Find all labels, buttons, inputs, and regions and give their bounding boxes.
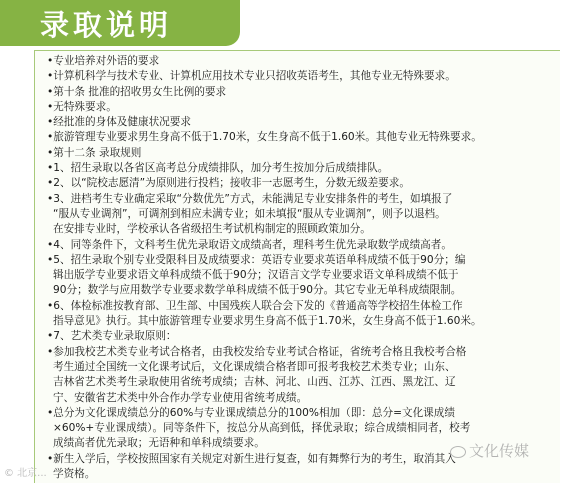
watermark-right	[450, 440, 529, 461]
page-title: 录取说明	[40, 8, 173, 42]
text-line: •无特殊要求。	[47, 100, 117, 113]
text-line: •专业培养对外语的要求	[47, 55, 160, 67]
text-line: •4、同等条件下，文科考生优先录取语文成绩高者，理科考生优先录取数学成绩高者。	[47, 238, 452, 251]
text-line: 辑出版学专业要求语文单科成绩不低于90分；汉语言文学专业要求语文单科成绩不低于	[53, 269, 459, 282]
text-lines	[47, 54, 557, 482]
text-line: •1、招生录取以各省区高考总分成绩排队，加分考生按加分后成绩排队。	[47, 162, 389, 175]
watermark-right-text: 文化传媒	[469, 442, 530, 460]
text-line: •2、以“院校志愿清”为原则进行投档；接收非一志愿考生，分数无级差要求。	[47, 177, 410, 190]
text-line: ×60%+专业课成绩）。同等条件下，按总分从高到低，择优录取；综合成绩相同者，校考	[53, 422, 471, 435]
content-panel	[34, 50, 560, 483]
text-line: 吉林省艺术类考生录取使用省统考成绩；吉林、河北、山西、江苏、江西、黑龙江、辽	[53, 376, 456, 389]
text-line: •经批准的身体及健康状况要求	[47, 116, 191, 129]
text-line: •7、艺术类专业录取原则：	[47, 330, 177, 343]
text-line: •新生入学后，学校按照国家有关规定对新生进行复查，如有舞弊行为的考生，取消其入	[47, 452, 456, 465]
text-line: 在安排专业时，学校承认各省级招生考试机构制定的照顾政策加分。	[53, 223, 371, 236]
text-line: 指导意见》执行。其中旅游管理专业要求男生身高不低于1.70米，女生身高不低于1.60米。	[53, 315, 482, 328]
text-line: 90分；数学与应用数学专业要求数学单科成绩不低于90分。其它专业无单科成绩限制。	[53, 284, 462, 297]
watermark-left: © 北京...	[4, 468, 47, 479]
text-line: •5、招生录取个别专业受限科目及成绩要求：英语专业要求英语单科成绩不低于90分；编	[47, 253, 466, 266]
text-line: •参加我校艺术类专业考试合格者，由我校发给专业考试合格证，省统考合格且我校考合格	[47, 345, 467, 358]
text-line: 学资格。	[53, 468, 96, 481]
text-line: •第十二条 录取规则	[47, 146, 142, 159]
text-line: •旅游管理专业要求男生身高不低于1.70米，女生身高不低于1.60米。其他专业无特殊要求。	[47, 131, 482, 144]
text-line: •3、进档考生专业确定采取“分数优先”方式，未能满足专业安排条件的考生，如填报了	[47, 192, 453, 205]
text-line: 考生通过全国统一文化课考试后，文化课成绩合格者即可报考我校艺术类专业；山东、	[53, 360, 456, 373]
title-banner	[0, 0, 240, 46]
text-line: •6、体检标准按教育部、卫生部、中国残疾人联合会下发的《普通高等学校招生体检工作	[47, 299, 463, 312]
wechat-icon	[450, 446, 466, 458]
text-line: 宁、安徽省艺术类中外合作办学专业使用省统考成绩。	[53, 391, 308, 404]
text-line: •计算机科学与技术专业、计算机应用技术专业只招收英语考生，其他专业无特殊要求。	[47, 70, 456, 83]
text-line: •总分为文化课成绩总分的60%与专业课成绩总分的100%相加（即：总分=文化课成绩	[47, 406, 455, 419]
text-line: “服从专业调剂”，可调剂到相应未满专业；如未填报“服从专业调剂”，则予以退档。	[53, 207, 446, 220]
text-line: •第十条 批准的招收男女生比例的要求	[47, 85, 227, 98]
text-line: 成绩高者优先录取；无语种和单科成绩要求。	[53, 437, 265, 450]
